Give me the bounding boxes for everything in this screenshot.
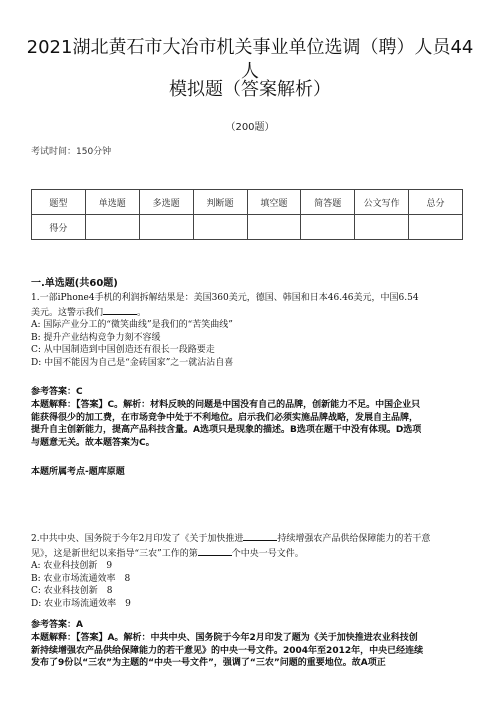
score-row-label: 得分: [32, 215, 86, 240]
question-1-stem-line2: [31, 305, 471, 320]
question-2-answer: 参考答案：A: [31, 620, 83, 630]
question-2-option-d: D: 农业市场流通效率 9: [31, 598, 131, 609]
score-cell: [193, 215, 247, 240]
explanation-line: 本题解释：【答案】C。解析：材料反映的问题是中国没有自己的品牌，创新能力不足。中国企业只: [31, 400, 421, 410]
score-header-cell: 公文写作: [355, 190, 409, 215]
question-count: （200题）: [225, 122, 275, 133]
explanation-line: 能获得很少的加工费，在市场竞争中处于不利地位。启示我们必须实施品牌战略，发展自主品牌，: [31, 412, 419, 423]
question-1-stem-text: 美元。这警示我们: [31, 307, 104, 318]
question-1-option-a: A: 国际产业分工的“微笑曲线”是我们的“苦笑曲线”: [31, 320, 233, 330]
score-table-score-row: [32, 215, 463, 240]
score-cell: [301, 215, 355, 240]
explanation-line: 新持续增强农产品供给保障能力的若干意见》的中央一号文件。2004年至2012年，中央已经连续: [31, 645, 424, 656]
question-2-stem-text: 2.中共中央、国务院于今年2月印发了《关于加快推进: [31, 534, 244, 544]
doc-title-line1: 2021湖北黄石市大冶市机关事业单位选调（聘）人员44人: [26, 37, 474, 82]
explanation-line: 本题解释：【答案】A。解析：中共中央、国务院于今年2月印发了题为《关于加快推进农业科技创: [31, 633, 418, 643]
answer-blank: [103, 305, 137, 315]
question-1-stem-end: 。: [137, 307, 147, 318]
score-header-cell: 多选题: [139, 190, 193, 215]
doc-title-line2: 模拟题（答案解析）: [169, 79, 331, 100]
score-cell: [139, 215, 193, 240]
score-table-header-row: [32, 190, 463, 215]
score-header-cell: 填空题: [247, 190, 301, 215]
question-1-option-d: D: 中国不能因为自己是“金砖国家”之一就沾沾自喜: [31, 357, 234, 368]
question-1-explanation: [31, 399, 471, 449]
explanation-line: 提升自主创新能力，提高产品科技含量。A选项只是现象的描述。B选项在题干中没有体现。D选项: [31, 425, 422, 435]
score-header-cell: 总分: [409, 190, 463, 215]
score-table: [31, 189, 463, 240]
question-2-stem-line2: [31, 546, 471, 561]
score-header-cell: 判断题: [193, 190, 247, 215]
question-2-stem-text: 个中央一号文件。: [231, 548, 304, 559]
question-2-explanation: [31, 632, 471, 670]
explanation-line: 与题意无关。故本题答案为C。: [31, 437, 155, 448]
score-header-cell: 简答题: [301, 190, 355, 215]
question-1-stem: [31, 292, 471, 369]
question-2-option-b: B: 农业市场流通效率 8: [31, 573, 131, 584]
question-2-option-c: C: 农业科技创新 8: [31, 586, 113, 596]
section-title: 一.单选题(共60题): [31, 278, 118, 289]
question-1-option-c: C: 从中国制造到中国创造还有很长一段路要走: [31, 345, 215, 355]
answer-blank: [243, 531, 277, 541]
question-1-stem-line1: 1.一部iPhone4手机的利润拆解结果是：美国360美元，德国、韩国和日本46.46美元，中国6.54: [31, 293, 419, 303]
question-1-source: 本题所属考点-题库原题: [31, 467, 125, 477]
score-header-cell: 题型: [32, 190, 86, 215]
score-cell: [355, 215, 409, 240]
answer-blank: [198, 546, 232, 556]
explanation-line: 发布了9份以“三农”为主题的“中央一号文件”，强调了“三农”问题的重要地位。故A项正: [31, 658, 386, 668]
question-2-stem-text: 持续增强农产品供给保障能力的若干意: [277, 534, 431, 544]
question-1-answer: 参考答案：C: [31, 387, 83, 397]
question-1-option-b: B: 提升产业结构竞争力刻不容缓: [31, 332, 161, 343]
question-2-stem-text: 见》，这是新世纪以来指导“三农”工作的第: [31, 548, 198, 559]
score-cell: [85, 215, 139, 240]
question-2-option-a: A: 农业科技创新 9: [31, 561, 113, 571]
score-cell: [409, 215, 463, 240]
question-2-stem: [31, 531, 471, 610]
exam-time: 考试时间：150分钟: [31, 147, 112, 157]
score-cell: [247, 215, 301, 240]
question-2-stem-line1: [31, 531, 471, 546]
score-header-cell: 单选题: [85, 190, 139, 215]
